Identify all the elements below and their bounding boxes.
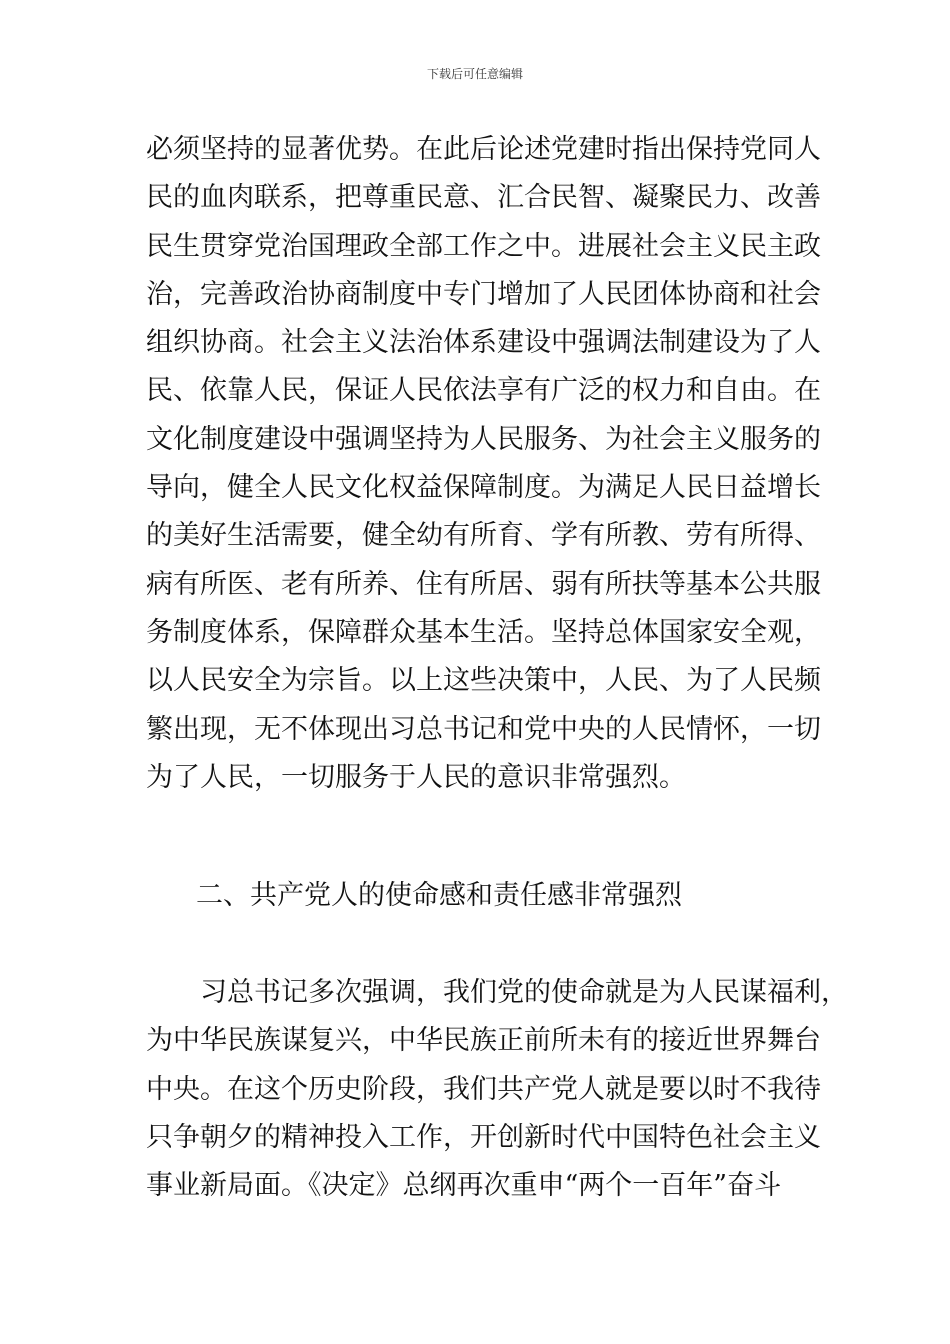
paragraph-line: 的美好生活需要，健全幼有所育、学有所教、劳有所得、 xyxy=(146,520,821,552)
paragraph-line: 为中华民族谋复兴，中华民族正前所未有的接近世界舞台 xyxy=(146,1025,821,1057)
paragraph-line: 民、依靠人民，保证人民依法享有广泛的权力和自由。在 xyxy=(146,375,821,407)
paragraph-line: 民的血肉联系，把尊重民意、汇合民智、凝聚民力、改善 xyxy=(146,182,821,214)
paragraph-line: 病有所医、老有所养、住有所居、弱有所扶等基本公共服 xyxy=(146,568,821,600)
paragraph-line: 习总书记多次强调，我们党的使命就是为人民谋福利， xyxy=(146,977,848,1008)
paragraph-line: 组织协商。社会主义法治体系建设中强调法制建设为了人 xyxy=(146,327,821,359)
paragraph-line: 务制度体系，保障群众基本生活。坚持总体国家安全观， xyxy=(146,616,821,648)
paragraph-line: 繁出现，无不体现出习总书记和党中央的人民情怀，一切 xyxy=(146,713,821,745)
paragraph-line: 中央。在这个历史阶段，我们共产党人就是要以时不我待 xyxy=(146,1073,821,1105)
paragraph-line: 事业新局面。《决定》总纲再次重申“两个一百年”奋斗 xyxy=(146,1170,782,1202)
paragraph-line: 导向，健全人民文化权益保障制度。为满足人民日益增长 xyxy=(146,472,821,504)
paragraph-line: 必须坚持的显著优势。在此后论述党建时指出保持党同人 xyxy=(146,134,821,165)
page-header: 下载后可任意编辑 xyxy=(426,67,523,81)
paragraph-line: 治，完善政治协商制度中专门增加了人民团体协商和社会 xyxy=(146,278,821,310)
paragraph-line: 为了人民，一切服务于人民的意识非常强烈。 xyxy=(146,761,686,793)
paragraph-1 xyxy=(146,126,821,802)
paragraph-line: 文化制度建设中强调坚持为人民服务、为社会主义服务的 xyxy=(146,423,821,455)
paragraph-2 xyxy=(146,969,848,1210)
paragraph-line: 以人民安全为宗旨。以上这些决策中，人民、为了人民频 xyxy=(146,665,821,697)
section-heading: 二、共产党人的使命感和责任感非常强烈 xyxy=(196,880,682,911)
paragraph-line: 民生贯穿党治国理政全部工作之中。进展社会主义民主政 xyxy=(146,230,821,262)
paragraph-line: 只争朝夕的精神投入工作，开创新时代中国特色社会主义 xyxy=(146,1121,821,1153)
